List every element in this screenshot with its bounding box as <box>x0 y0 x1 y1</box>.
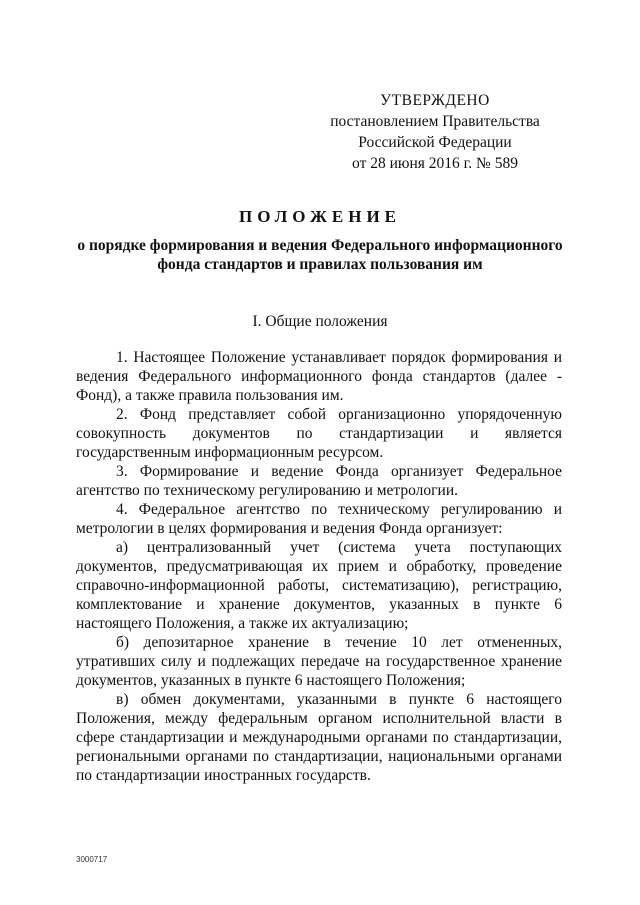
paragraph-4: 4. Федеральное агентство по техническому регулированию и метрологии в целях формирования и ведения Фонда организует: <box>76 501 562 537</box>
paragraph-4c: в) обмен документами, указанными в пункте 6 настоящего Положения, между федеральным органом исполнительной власти в сфере стандартизации и международными органами по стандартизации, региональными органами по стандартизации, национальными органами по стандартизации иностранных государств. <box>76 691 562 784</box>
approval-stamp <box>330 90 540 174</box>
document-body <box>76 348 562 785</box>
document-title: ПОЛОЖЕНИЕ <box>239 207 401 226</box>
approval-line-3: от 28 июня 2016 г. № 589 <box>352 155 518 172</box>
footer-code: 3000717 <box>76 855 108 864</box>
paragraph-3: 3. Формирование и ведение Фонда организует Федеральное агентство по техническому регулированию и метрологии. <box>76 463 562 499</box>
paragraph-1: 1. Настоящее Положение устанавливает порядок формирования и ведения Федерального информационного фонда стандартов (далее - Фонд), а также правила пользования им. <box>76 349 562 404</box>
paragraph-2: 2. Фонд представляет собой организационно упорядоченную совокупность документов по стандартизации и является государственным информационным ресурсом. <box>76 406 562 461</box>
document-subtitle: о порядке формирования и ведения Федерального информационного фонда стандартов и правилах пользования им <box>77 237 563 273</box>
approval-line-1: постановлением Правительства <box>330 113 540 130</box>
paragraph-4b: б) депозитарное хранение в течение 10 лет отмененных, утративших силу и подлежащих передаче на государственное хранение документов, указанных в пункте 6 настоящего Положения; <box>76 634 562 689</box>
approval-title: УТВЕРЖДЕНО <box>380 92 490 109</box>
section-heading: I. Общие положения <box>252 313 388 330</box>
approval-line-2: Российской Федерации <box>358 134 512 151</box>
paragraph-4a: а) централизованный учет (система учета поступающих документов, предусматривающая их прием и обработку, проведение справочно-информационной работы, систематизацию), регистрацию, комплектование и хранение документов, указанных в пункте 6 настоящего Положения, а также их актуализацию; <box>76 539 562 632</box>
